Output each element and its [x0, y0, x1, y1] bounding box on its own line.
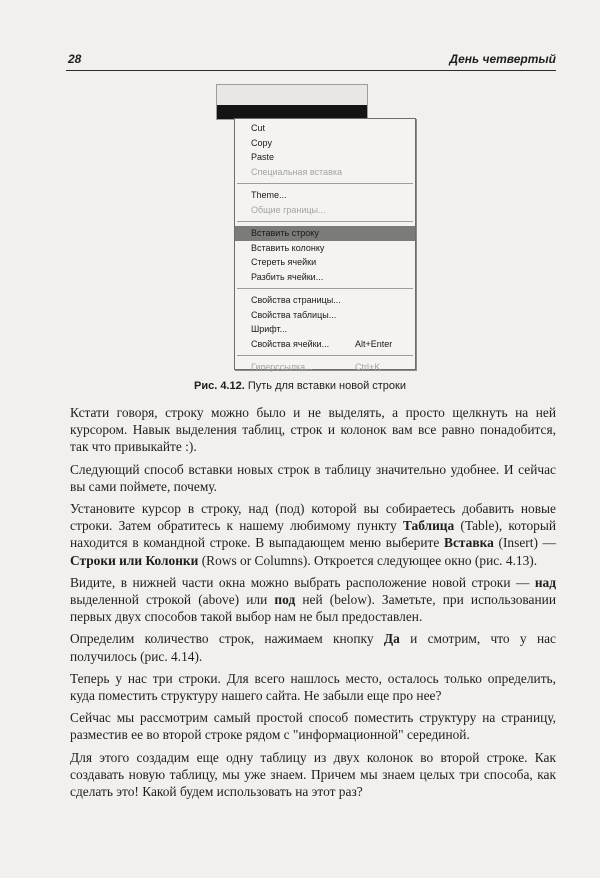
menu-item-label: Разбить ячейки... [251, 271, 324, 282]
menu-item-label: Theme... [251, 190, 287, 200]
chapter-title: День четвертый [449, 52, 556, 66]
menu-item-label: Paste [251, 152, 275, 162]
bold-term: над [534, 574, 556, 590]
menu-item[interactable] [235, 270, 415, 285]
paragraph [70, 709, 556, 743]
page-number: 28 [68, 52, 82, 66]
text-run: и смотрим, что у нас получилось (рис. 4.14). [70, 631, 556, 664]
selected-table-row [216, 84, 368, 120]
text-run: Следующий способ вставки новых строк в таблицу значительно удобнее. И сейчас вы сами поймете, почему. [70, 461, 556, 494]
menu-item[interactable] [235, 150, 415, 165]
text-run: (Table), который находится в командной строке. В выпадающем меню выберите [70, 518, 556, 551]
paragraph [70, 461, 556, 495]
text-run: Сейчас мы рассмотрим самый простой способ поместить структуру на страницу, разместив ее во второй строке рядом с "информационной" серединой. [70, 710, 556, 743]
menu-item-label: Свойства таблицы... [251, 309, 337, 320]
text-run: ней (below). Заметьте, при использовании первых двух способов такой выбор нам не был предоставлен. [70, 592, 556, 625]
text-run: Теперь у нас три строки. Для всего нашлось место, осталось только определить, куда поместить структуру нашего сайта. Не забыли еще про нее? [70, 670, 556, 704]
menu-separator [237, 288, 413, 289]
menu-item[interactable] [235, 293, 415, 308]
menu-item[interactable] [235, 121, 415, 136]
menu-separator [237, 221, 413, 222]
menu-item[interactable] [235, 255, 415, 270]
paragraph [70, 500, 556, 569]
menu-item-shortcut: Alt+Enter [355, 338, 393, 349]
menu-item[interactable] [235, 203, 415, 218]
text-run: (Rows or Columns). Откроется следующее окно (рис. 4.13). [198, 552, 538, 568]
menu-item-shortcut: Ctrl+K [355, 362, 381, 372]
menu-item-label: Общие границы... [251, 204, 326, 215]
figure-caption-number: Рис. 4.12. [193, 380, 245, 392]
text-run: Определим количество строк, нажимаем кнопку [70, 631, 384, 647]
menu-item[interactable] [235, 360, 415, 375]
paragraph [70, 670, 556, 704]
bold-term: Вставка [444, 535, 494, 551]
paragraph [70, 404, 556, 456]
selected-row-highlight [217, 105, 367, 119]
figure-screenshot [216, 84, 418, 374]
menu-item[interactable] [235, 308, 415, 323]
menu-item[interactable] [235, 241, 415, 256]
paragraph [70, 749, 556, 801]
menu-separator [237, 183, 413, 184]
figure-caption-text: Путь для вставки новой строки [247, 380, 406, 392]
page-header [66, 52, 556, 71]
paragraph [70, 630, 556, 664]
menu-item-label: Гиперссылка... [251, 362, 313, 372]
text-run: Установите курсор в строку, над (под) которой вы собираетесь добавить новые строки. Затем обратитесь к нашему любимому пункту [70, 501, 556, 534]
menu-item-label: Copy [251, 137, 273, 148]
bold-term: Таблица [402, 518, 455, 534]
paragraph [70, 574, 556, 626]
menu-item-label: Вставить строку [251, 228, 319, 238]
menu-item[interactable] [235, 165, 415, 180]
body-text [70, 404, 556, 805]
context-menu [234, 118, 416, 370]
menu-item-label: Свойства ячейки... [251, 338, 330, 349]
text-run: (Insert) — [493, 535, 556, 551]
menu-item-label: Свойства страницы... [251, 295, 341, 305]
text-run: Для этого создадим еще одну таблицу из двух колонок во второй строке. Как создавать новую таблицу, мы уже знаем. Причем мы знаем целых три способа, как сделать это! Какой будем использовать на этот раз? [70, 749, 556, 800]
bold-term: под [274, 592, 296, 608]
menu-item-label: Cut [251, 123, 266, 133]
figure-caption [0, 380, 600, 392]
text-run: Кстати говоря, строку можно было и не выделять, а просто щелкнуть на ней курсором. Навык выделения таблиц, строк и колонок вам все равно понадобится, так что привыкайте :). [70, 405, 556, 455]
text-run: Видите, в нижней части окна можно выбрать расположение новой строки — [70, 574, 535, 590]
menu-separator [237, 355, 413, 356]
menu-item[interactable] [235, 188, 415, 203]
menu-item-label: Шрифт... [251, 324, 288, 334]
text-run: выделенной строкой (above) или [70, 592, 275, 608]
menu-item[interactable] [235, 322, 415, 337]
bold-term: Да [383, 631, 400, 647]
menu-item-label: Специальная вставка [251, 166, 342, 177]
menu-item-label: Вставить колонку [251, 242, 325, 253]
menu-item-label: Стереть ячейки [251, 257, 317, 267]
bold-term: Строки или Колонки [70, 552, 199, 568]
menu-item[interactable] [235, 226, 415, 241]
menu-item[interactable] [235, 136, 415, 151]
menu-item[interactable] [235, 337, 415, 352]
